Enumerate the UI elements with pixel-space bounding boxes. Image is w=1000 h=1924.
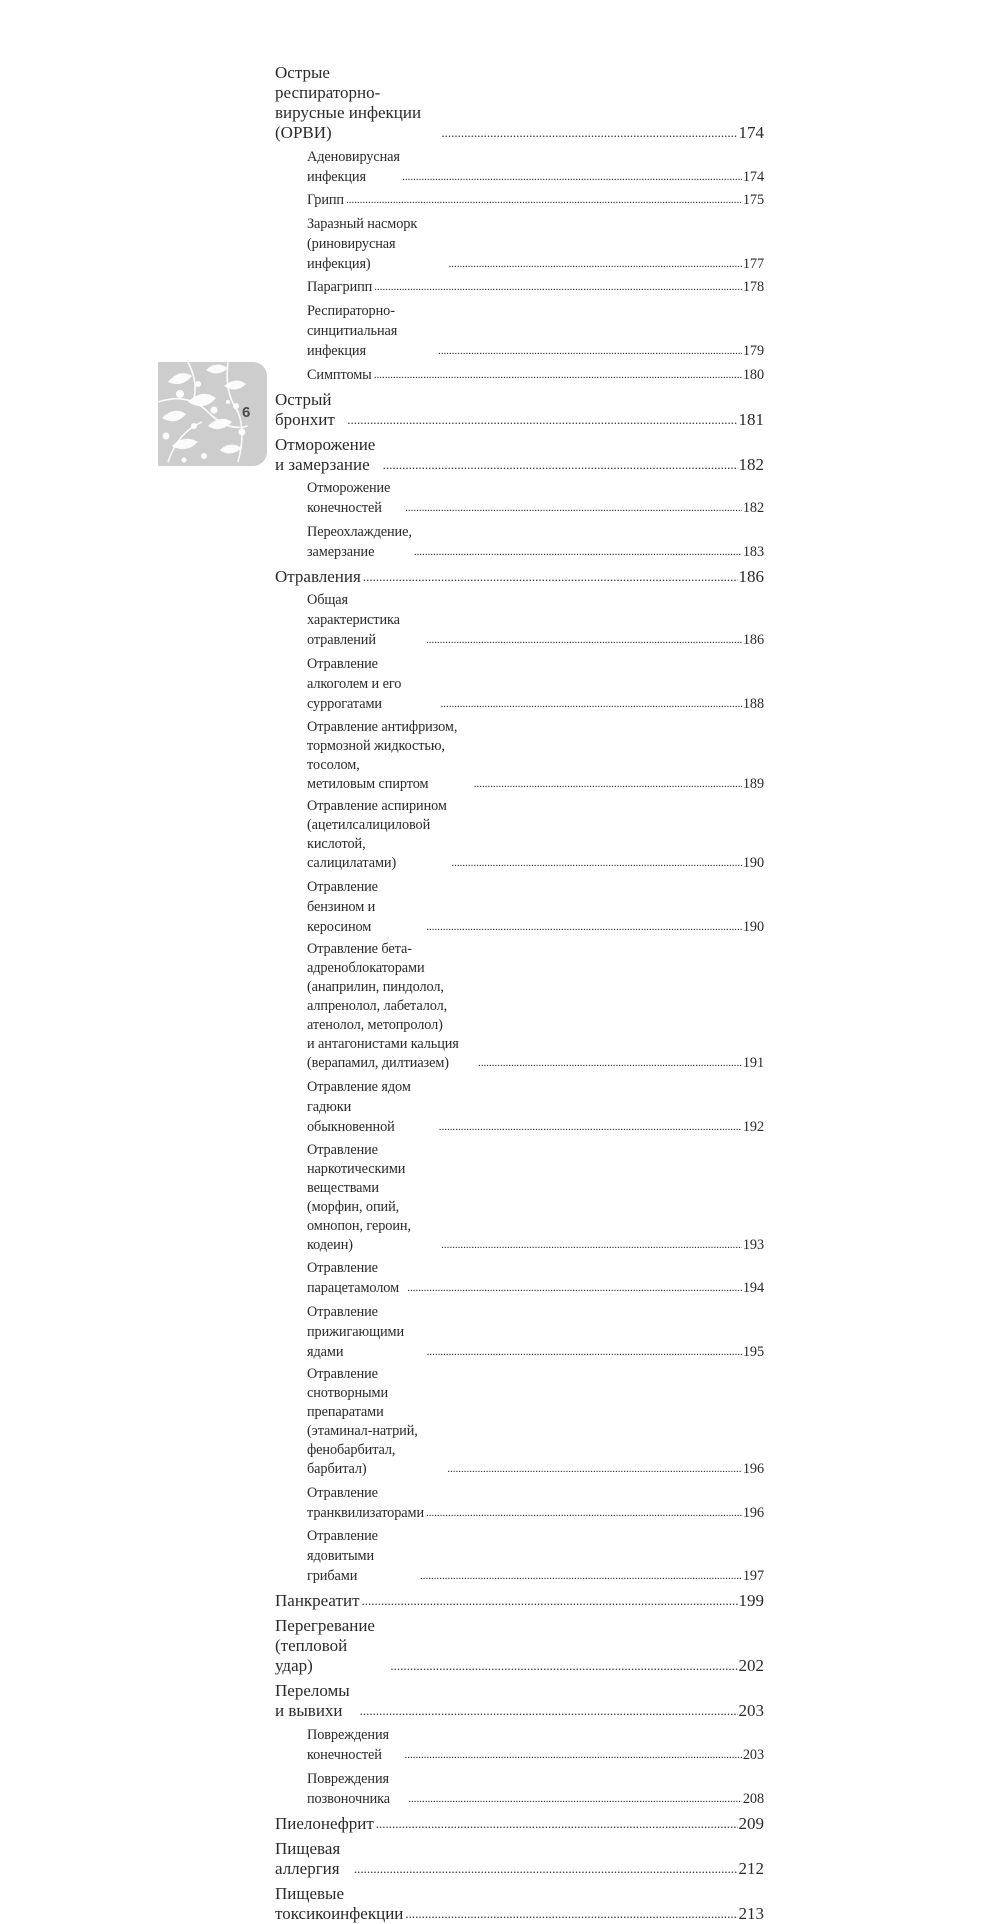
section-number: 6 [242, 404, 251, 421]
toc-page-number: 174 [742, 168, 764, 185]
dot-leader [405, 1904, 737, 1924]
toc-entry-title: Отморожение и замерзание [275, 434, 376, 474]
toc-page-number: 193 [742, 1236, 764, 1253]
toc-page-number: 197 [742, 1568, 764, 1585]
toc-subentry [275, 478, 764, 518]
dot-leader [362, 1591, 738, 1611]
toc-entry [275, 1616, 764, 1676]
dot-leader [414, 542, 742, 562]
toc-page-number: 181 [738, 409, 764, 429]
section-tab [158, 362, 267, 466]
toc-page-number: 189 [742, 775, 764, 792]
toc-page-number: 213 [738, 1903, 764, 1923]
dot-leader [441, 1236, 742, 1255]
dot-leader [354, 1859, 738, 1879]
toc-page-number: 178 [742, 279, 764, 296]
dot-leader [420, 1566, 742, 1586]
toc-entry-title: Отравление бензином и керосином [307, 878, 378, 935]
toc-subentry [275, 718, 764, 794]
toc-subentry [275, 1769, 764, 1809]
dot-leader [360, 1701, 738, 1721]
toc-entry-title: Отморожение конечностей [307, 480, 391, 517]
toc-page-number: 199 [738, 1591, 764, 1611]
toc-page-number: 194 [742, 1280, 764, 1297]
toc-entry [275, 567, 764, 587]
dot-leader [441, 123, 737, 143]
toc-entry-title: Отравление бета-адреноблокаторами (анаприлин, пиндолол, алпренолол, лабеталол, атенолол, метопролол) и антагонистами кальция (верапамил, дилтиазем) [307, 941, 459, 1072]
toc-entry-title: Пищевая аллергия [275, 1838, 341, 1878]
toc-subentry [275, 1526, 764, 1586]
toc-page-number: 203 [738, 1701, 764, 1721]
toc-entry [275, 1681, 764, 1721]
dot-leader [474, 775, 742, 794]
toc-subentry [275, 1483, 764, 1523]
toc-entry-title: Отравление алкоголем и его суррогатами [307, 655, 402, 712]
dot-leader [374, 365, 742, 385]
toc-entry-title: Острые респираторно-вирусные инфекции (ОРВИ) [275, 63, 422, 142]
toc-entry-title: Отравление транквилизаторами [307, 1484, 425, 1521]
toc-page-number: 190 [742, 918, 764, 935]
toc-subentry [275, 1302, 764, 1362]
toc-entry [275, 435, 764, 475]
dot-leader [448, 254, 741, 274]
toc-page-number: 175 [742, 192, 764, 209]
toc-page-number: 177 [742, 255, 764, 272]
toc-subentry [275, 1258, 764, 1298]
toc-page-number: 186 [738, 566, 764, 586]
toc-entry-title: Респираторно-синцитиальная инфекция [307, 302, 398, 359]
toc-entry-title: Общая характеристика отравлений [307, 592, 400, 649]
toc-subentry [275, 877, 764, 937]
toc-subentry [275, 1141, 764, 1255]
toc-entry-title: Отравление ядовитыми грибами [307, 1528, 378, 1585]
dot-leader [438, 341, 742, 361]
toc-page-number: 179 [742, 342, 764, 359]
toc-entry-title: Симптомы [307, 366, 372, 383]
toc-entry [275, 63, 764, 143]
toc-entry [275, 1591, 764, 1611]
dot-leader [451, 854, 741, 873]
toc-page-number: 182 [738, 454, 764, 474]
toc-page-number: 196 [742, 1461, 764, 1478]
toc-entry-title: Повреждения позвоночника [307, 1770, 391, 1807]
toc-page-number: 174 [738, 123, 764, 142]
toc-page-number: 186 [742, 632, 764, 649]
dot-leader [402, 167, 742, 187]
toc-entry-title: Грипп [307, 192, 344, 209]
toc-entry-title: Панкреатит [275, 1591, 360, 1611]
toc-entry-title: Отравление аспирином (ацетилсалициловой кислотой, салицилатами) [307, 798, 447, 872]
toc-page-number: 180 [742, 366, 764, 383]
dot-leader [405, 498, 742, 518]
toc-subentry [275, 214, 764, 274]
toc-page-number: 195 [742, 1343, 764, 1360]
toc-page-number: 212 [738, 1858, 764, 1878]
toc-page-number: 202 [738, 1656, 764, 1676]
toc-subentry [275, 1077, 764, 1137]
toc-page-number: 196 [742, 1504, 764, 1521]
toc-page-number: 192 [742, 1118, 764, 1135]
toc-entry-title: Пиелонефрит [275, 1813, 374, 1833]
toc-entry-title: Острый бронхит [275, 389, 335, 429]
toc-entry [275, 1884, 764, 1924]
dot-leader [404, 1745, 741, 1765]
toc-subentry [275, 590, 764, 650]
toc-entry-title: Переохлаждение, замерзание [307, 523, 412, 560]
toc-entry-title: Отравления [275, 566, 361, 586]
toc-subentry [275, 1365, 764, 1479]
dot-leader [346, 190, 742, 210]
toc-subentry [275, 190, 764, 210]
toc-page-number: 182 [742, 500, 764, 517]
toc-entry-title: Перегревание (тепловой удар) [275, 1616, 375, 1676]
dot-leader [447, 1460, 742, 1479]
dot-leader [408, 1789, 742, 1809]
floral-pattern-icon [158, 362, 267, 466]
toc-page-number: 208 [742, 1790, 764, 1807]
dot-leader [478, 1054, 742, 1073]
toc-page-number: 188 [742, 695, 764, 712]
dot-leader [426, 917, 742, 937]
dot-leader [439, 1117, 742, 1137]
toc-entry-title: Парагрипп [307, 279, 373, 296]
toc-entry-title: Переломы и вывихи [275, 1681, 350, 1721]
toc-subentry [275, 365, 764, 385]
toc-entry-title: Отравление парацетамолом [307, 1260, 400, 1297]
dot-leader [363, 567, 738, 587]
dot-leader [407, 1278, 742, 1298]
toc-subentry [275, 277, 764, 297]
toc-entry [275, 1814, 764, 1834]
toc-subentry [275, 797, 764, 873]
toc-page-number: 183 [742, 543, 764, 560]
toc-entry [275, 390, 764, 430]
dot-leader [426, 1503, 742, 1523]
dot-leader [440, 694, 741, 714]
toc-entry-title: Заразный насморк (риновирусная инфекция) [307, 215, 418, 272]
dot-leader [390, 1656, 737, 1676]
toc-entry-title: Отравление снотворными препаратами (этаминал-натрий, фенобарбитал, барбитал) [307, 1366, 418, 1478]
toc-subentry [275, 301, 764, 361]
toc-page-number: 203 [742, 1747, 764, 1764]
toc-entry-title: Аденовирусная инфекция [307, 148, 400, 185]
toc-entry-title: Отравление наркотическими веществами (морфин, опий, омнопон, героин, кодеин) [307, 1141, 411, 1253]
toc-entry-title: Отравление антифризом, тормозной жидкостью, тосолом, метиловым спиртом [307, 718, 458, 792]
toc-subentry [275, 522, 764, 562]
dot-leader [427, 1342, 742, 1362]
toc-subentry [275, 147, 764, 187]
toc-entry-title: Отравление ядом гадюки обыкновенной [307, 1078, 411, 1135]
dot-leader [374, 277, 742, 297]
toc-entry-title: Повреждения конечностей [307, 1727, 389, 1764]
dot-leader [426, 630, 742, 650]
dot-leader [347, 410, 737, 430]
toc-subentry [275, 940, 764, 1073]
toc-page-number: 190 [742, 855, 764, 872]
toc-page-number: 209 [738, 1813, 764, 1833]
toc-entry-title: Отравление прижигающими ядами [307, 1303, 405, 1360]
dot-leader [376, 1814, 738, 1834]
table-of-contents [275, 58, 764, 1924]
toc-subentry [275, 654, 764, 714]
dot-leader [383, 455, 738, 475]
toc-page-number: 191 [742, 1055, 764, 1072]
toc-entry [275, 1839, 764, 1879]
toc-entry-title: Пищевые токсикоинфекции [275, 1883, 404, 1923]
toc-subentry [275, 1725, 764, 1765]
